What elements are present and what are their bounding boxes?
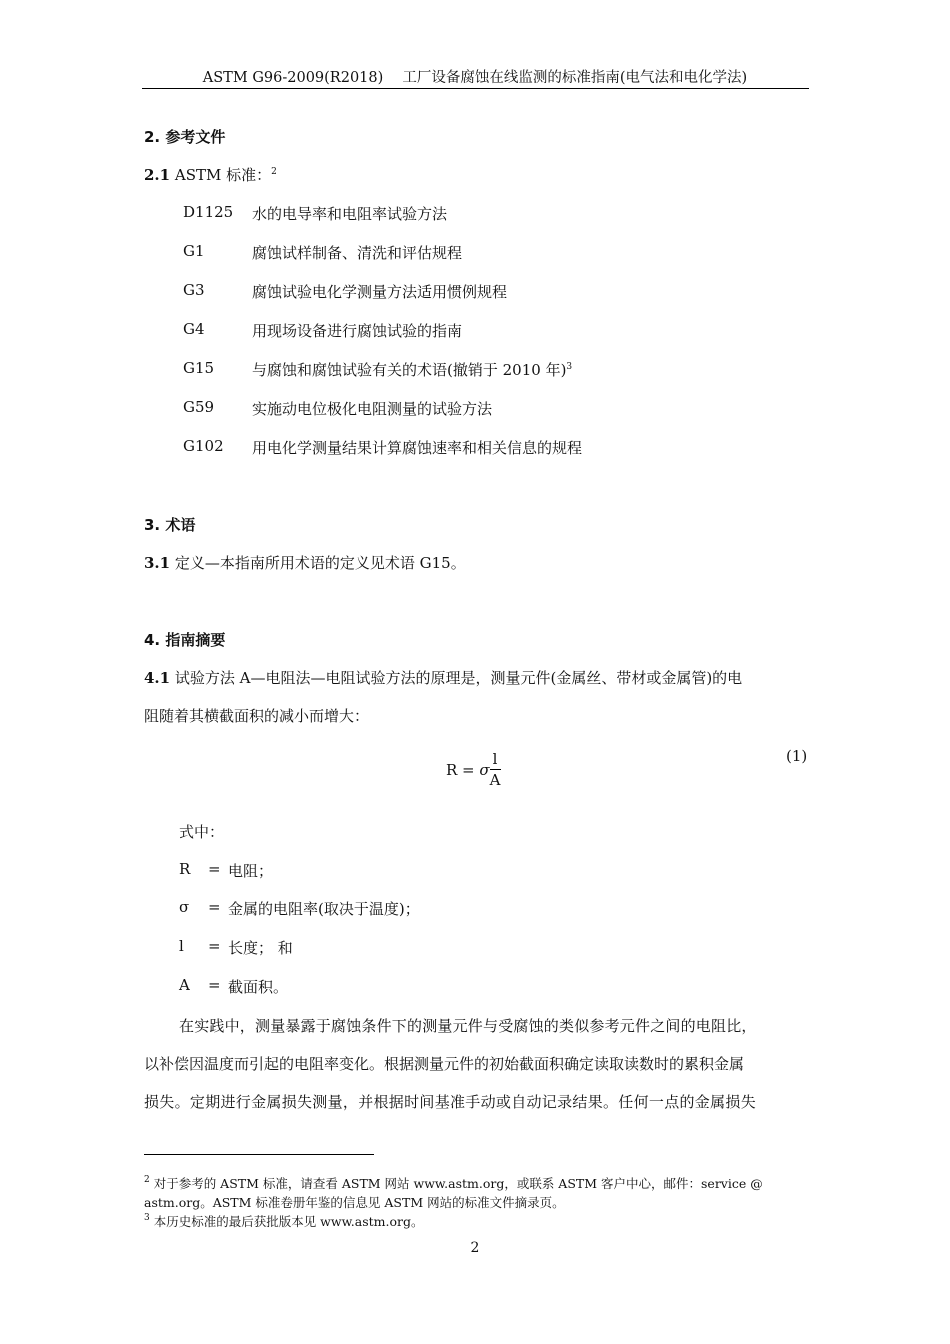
reference-title: 与腐蚀和腐蚀试验有关的术语(撤销于 2010 年)	[252, 361, 567, 379]
equation-numerator: l	[490, 750, 501, 770]
definition-text: 金属的电阻率(取决于温度)；	[228, 900, 420, 918]
equation-lhs: R =	[446, 761, 480, 779]
paragraph-line: 在实践中，测量暴露于腐蚀条件下的测量元件与受腐蚀的类似参考元件之间的电阻比，	[179, 1017, 757, 1035]
equation-sigma: σ	[479, 761, 490, 779]
definition-equals: =	[208, 860, 221, 878]
section-3-1	[144, 552, 466, 573]
section-2-1-text: ASTM 标准：	[170, 166, 272, 184]
page-header: ASTM G96-2009(R2018) 工厂设备腐蚀在线监测的标准指南(电气法和电化学法)	[202, 70, 748, 86]
footnote-mark: 3	[144, 1213, 150, 1223]
reference-title: 水的电导率和电阻率试验方法	[252, 205, 448, 223]
footnote-text: 本历史标准的最后获批版本见 www.astm.org。	[149, 1214, 424, 1229]
footnote-2-cont: astm.org。ASTM 标准卷册年鉴的信息见 ASTM 网站的标准文件摘录页。	[144, 1195, 565, 1210]
reference-title: 腐蚀试验电化学测量方法适用惯例规程	[252, 283, 508, 301]
footnote-2	[144, 1174, 763, 1192]
where-label: 式中：	[179, 823, 225, 841]
reference-title: 腐蚀试样制备、清洗和评估规程	[252, 244, 463, 262]
section-4-1-text-cont: 阻随着其横截面积的减小而增大：	[144, 707, 370, 725]
footnote-text: 对于参考的 ASTM 标准，请查看 ASTM 网站 www.astm.org，或联系 ASTM 客户中心，邮件：service @	[149, 1176, 763, 1191]
paragraph-line: 损失。定期进行金属损失测量，并根据时间基准手动或自动记录结果。任何一点的金属损失	[144, 1093, 757, 1111]
header-rule	[142, 88, 809, 89]
section-4-heading: 4. 指南摘要	[144, 631, 226, 649]
definition-symbol: l	[179, 937, 184, 955]
section-3-heading: 3. 术语	[144, 516, 196, 534]
reference-code: G15	[183, 359, 215, 377]
footnote-ref-2: 2	[271, 167, 277, 177]
definition-symbol: σ	[179, 898, 190, 916]
section-2-heading: 2. 参考文件	[144, 128, 226, 146]
section-3-1-text: 定义—本指南所用术语的定义见术语 G15。	[170, 554, 466, 572]
footnote-3	[144, 1212, 424, 1230]
section-4-1	[144, 667, 742, 688]
reference-code: G102	[183, 437, 224, 455]
section-2-1	[144, 164, 277, 185]
reference-code: G59	[183, 398, 215, 416]
equation-number: (1)	[786, 747, 808, 765]
reference-code: G1	[183, 242, 205, 260]
reference-code: D1125	[183, 203, 234, 221]
page-number: 2	[470, 1240, 480, 1256]
equation	[446, 750, 501, 790]
section-4-1-number: 4.1	[144, 669, 171, 687]
reference-code: G3	[183, 281, 205, 299]
section-4-1-text: 试验方法 A—电阻法—电阻试验方法的原理是，测量元件(金属丝、带材或金属管)的电	[170, 669, 743, 687]
definition-text: 长度； 和	[228, 939, 293, 957]
reference-title: 实施动电位极化电阻测量的试验方法	[252, 400, 493, 418]
reference-title: 用电化学测量结果计算腐蚀速率和相关信息的规程	[252, 439, 583, 457]
reference-code: G4	[183, 320, 205, 338]
definition-text: 电阻；	[228, 862, 274, 880]
reference-title-with-note	[252, 359, 572, 380]
section-2-1-number: 2.1	[144, 166, 171, 184]
definition-equals: =	[208, 937, 221, 955]
paragraph-line: 以补偿因温度而引起的电阻率变化。根据测量元件的初始截面积确定读取读数时的累积金属	[144, 1055, 745, 1073]
definition-equals: =	[208, 898, 221, 916]
reference-title: 用现场设备进行腐蚀试验的指南	[252, 322, 463, 340]
footnote-ref-3: 3	[566, 362, 573, 372]
section-3-1-number: 3.1	[144, 554, 171, 572]
footnote-mark: 2	[144, 1175, 150, 1185]
definition-text: 截面积。	[228, 978, 289, 996]
definition-symbol: R	[179, 860, 191, 878]
equation-denominator: A	[489, 771, 501, 789]
definition-equals: =	[208, 976, 221, 994]
equation-fraction	[490, 750, 501, 790]
definition-symbol: A	[179, 976, 190, 994]
footnote-rule	[144, 1154, 374, 1155]
